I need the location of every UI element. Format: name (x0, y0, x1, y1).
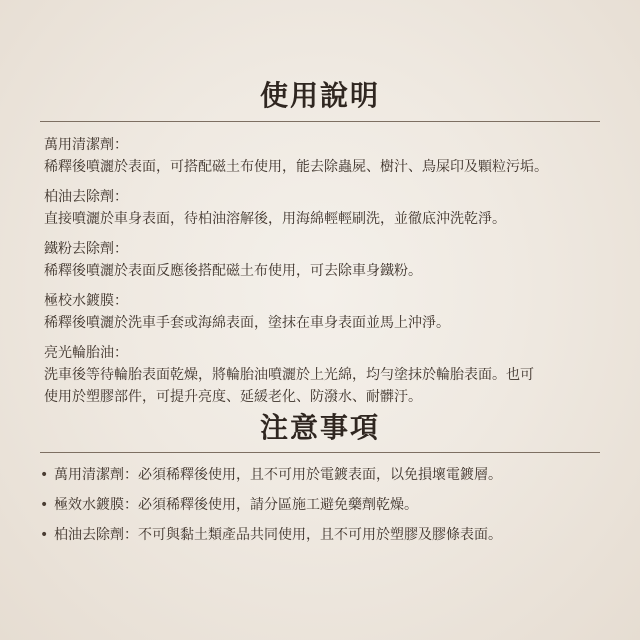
usage-item-water-coating (44, 290, 604, 334)
notes-title: 注意事項 (259, 411, 380, 444)
usage-list (44, 134, 604, 416)
usage-item-iron-remover (44, 238, 604, 282)
usage-item-name: 鐵粉去除劑： (44, 241, 128, 257)
note-item (40, 494, 600, 516)
usage-title: 使用說明 (259, 79, 380, 112)
usage-item-tar-remover (44, 186, 604, 230)
usage-item-description: 稀釋後噴灑於表面，可搭配磁土布使用，能去除蟲屍、樹汁、鳥屎印及顆粒污垢。 (44, 159, 548, 175)
notes-divider (40, 452, 600, 453)
note-text: 極效水鍍膜：必須稀釋後使用，請分區施工避免藥劑乾燥。 (54, 497, 418, 513)
usage-item-all-purpose-cleaner (44, 134, 604, 178)
note-text: 柏油去除劑：不可與黏土類產品共同使用，且不可用於塑膠及膠條表面。 (54, 527, 502, 543)
bullet-icon: • (40, 467, 49, 483)
usage-item-description: 稀釋後噴灑於表面反應後搭配磁土布使用，可去除車身鐵粉。 (44, 263, 422, 279)
usage-item-name: 柏油去除劑： (44, 189, 128, 205)
usage-item-name: 極校水鍍膜： (44, 293, 128, 309)
usage-item-description: 稀釋後噴灑於洗車手套或海綿表面，塗抹在車身表面並馬上沖淨。 (44, 315, 450, 331)
usage-item-name: 萬用清潔劑： (44, 137, 128, 153)
bullet-icon: • (40, 527, 49, 543)
usage-item-name: 亮光輪胎油： (44, 345, 128, 361)
usage-item-tire-shine (44, 342, 604, 408)
notes-list (40, 464, 600, 554)
usage-divider (40, 121, 600, 122)
note-item (40, 464, 600, 486)
note-item (40, 524, 600, 546)
usage-item-description: 洗車後等待輪胎表面乾燥，將輪胎油噴灑於上光綿，均勻塗抹於輪胎表面。也可 使用於塑膠部件，可提升亮度、延緩老化、防潑水、耐髒汙。 (44, 367, 534, 405)
note-text: 萬用清潔劑：必須稀釋後使用，且不可用於電鍍表面，以免損壞電鍍層。 (54, 467, 502, 483)
usage-item-description: 直接噴灑於車身表面，待柏油溶解後，用海綿輕輕刷洗，並徹底沖洗乾淨。 (44, 211, 506, 227)
bullet-icon: • (40, 497, 49, 513)
